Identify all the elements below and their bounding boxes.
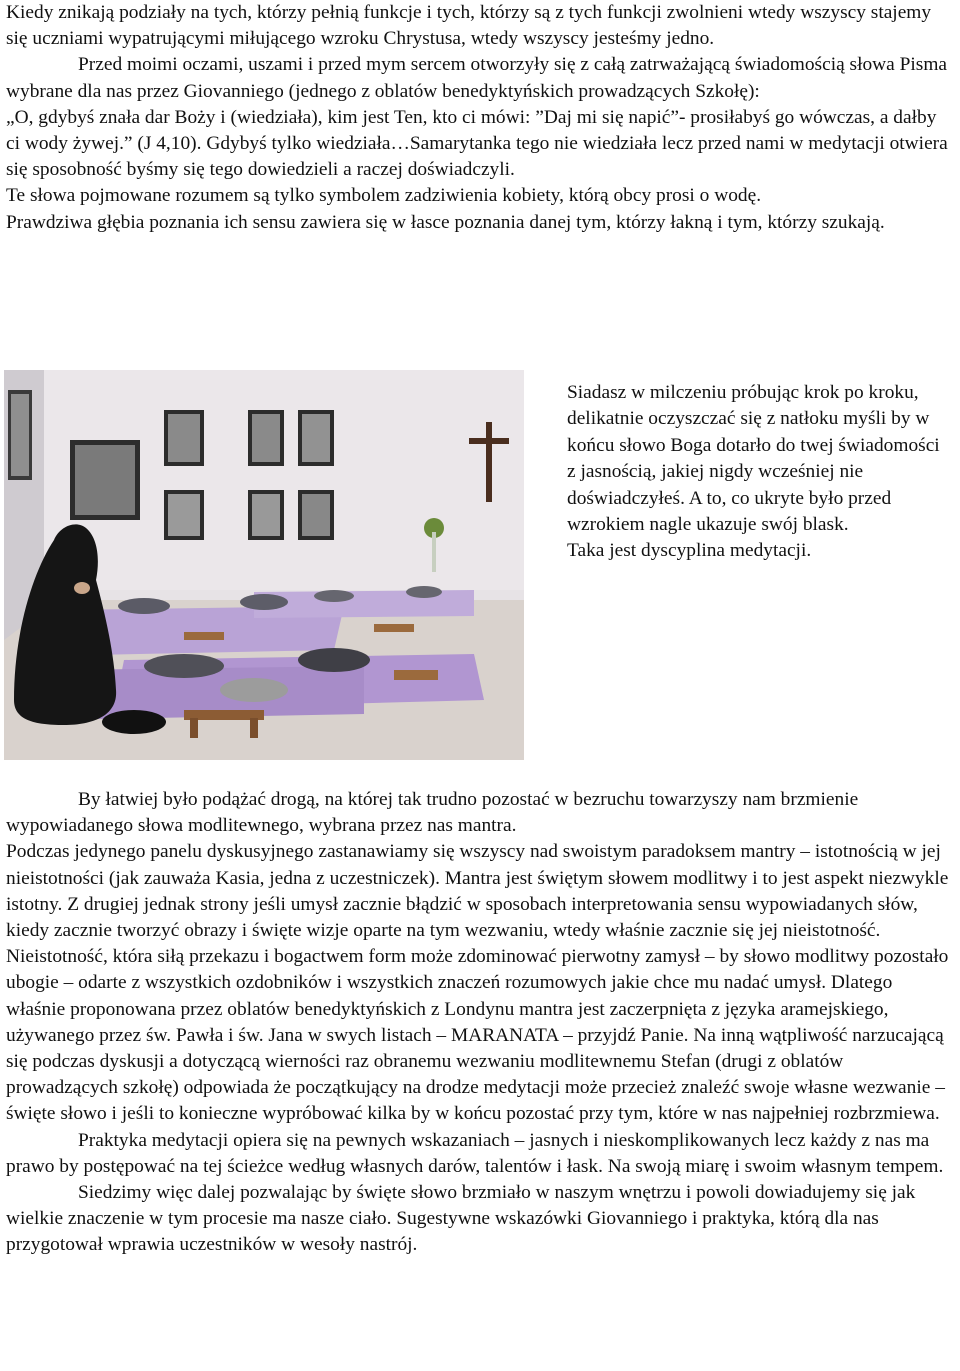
intro-sentence: Kiedy znikają podziały na tych, którzy pełnią funkcje i tych, którzy są z tych funkcji zwolnieni wtedy wszyscy stajemy się uczniami wypatrującymi miłującego wzroku Chrystusa, wtedy wszyscy jesteśmy jedno. [6,2,932,50]
practice-paragraph: Praktyka medytacji opiera się na pewnych wskazaniach – jasnych i nieskomplikowanych lecz każdy z nas ma prawo by postępować na tej ścieżce według własnych darów, talentów i łask. Na swoją miarę i swoim własnym tempem. [6,1129,944,1177]
side-text [567,380,952,565]
side-paragraph: Siadasz w milczeniu próbując krok po kroku, delikatnie oczyszczać się z natłoku myśli by w końcu słowo Boga dotarło do twej świadomości z jasnością, jakiej nigdy wcześniej nie doświadczyłeś. A to, co ukryte było przed wzrokiem nagle ukazuje swój blask. [567,382,940,536]
meditation-room-photo [4,370,524,760]
discussion-paragraph: Podczas jedynego panelu dyskusyjnego zastanawiamy się wszyscy nad swoistym paradoksem mantry – istotnością w jej nieistotności (jak zauważa Kasia, jedna z uczestniczek). Mantra jest świętym słowem modlitwy i to jest aspekt niezwykle istotny. Z drugiej jednak strony jeśli umysł zacznie błądzić w sposobach interpretowania sensu wypowiadanych słów, kiedy zacznie tworzyć obrazy i święte wizje oparte na tym wezwaniu, wtedy właśnie zacznie się jej nieistotność. Nieistotność, która siłą przekazu i bogactwem form może zdominować pierwotny zamysł – by słowo modlitwy pozostało ubogie – odarte z wszystkich ozdobników i wszystkich znaczeń rozumowych jakie chce mu nadać umysł. Dlatego właśnie proponowana przez oblatów benedyktyńskich z Londynu mantra jest zaczerpnięta z języka aramejskiego, używanego przez św. Pawła i św. Jana w swych listach – MARANATA – przyjdź Panie. Na inną wątpliwość narzucającą się podczas dyskusji a dotyczącą wierności raz obranemu wezwaniu modlitewnemu Stefan (drugi z oblatów prowadzących szkołę) odpowiada że początkujący na drodze medytacji może przecież znaleźć swoje własne wezwanie – święte słowo i jeśli to konieczne wypróbować kilka by w końcu pozostać przy tym, które w nas najpełniej rozbrzmiewa. [6,841,949,1125]
body-paragraph: Siedzimy więc dalej pozwalając by święte słowo brzmiało w naszym wnętrzu i powoli dowiadujemy się jak wielkie znaczenie w tym procesie ma nasze ciało. Sugestywne wskazówki Giovanniego i praktyka, którą dla nas przygotował wprawia uczestników w wesoły nastrój. [6,1182,916,1256]
scripture-intro: Przed moimi oczami, uszami i przed mym sercem otworzyły się z całą zatrważającą świadomością słowa Pisma wybrane dla nas przez Giovanniego (jednego z oblatów benedyktyńskich prowadzących Szkołę): [6,54,948,102]
body-text [6,787,951,1259]
intro-text [6,0,951,236]
symbol-sentence: Te słowa pojmowane rozumem są tylko symbolem zadziwienia kobiety, którą obcy prosi o wodę. [6,185,762,207]
depth-sentence: Prawdziwa głębia poznania ich sensu zawiera się w łasce poznania danej tym, którzy łakną i tym, którzy szukają. [6,211,885,233]
mantra-paragraph: By łatwiej było podążać drogą, na której tak trudno pozostać w bezruchu towarzyszy nam brzmienie wypowiadanego słowa modlitewnego, wybrana przez nas mantra. [6,789,859,837]
side-closing: Taka jest dyscyplina medytacji. [567,540,812,562]
meditation-room-image [4,370,524,760]
scripture-quote: „O, gdybyś znała dar Boży i (wiedziała), kim jest Ten, kto ci mówi: ”Daj mi się napić”- prosiłabyś go wówczas, a dałby ci wody żywej.” (J 4,10). Gdybyś tylko wiedziała…Samarytanka tego nie wiedziała lecz przed nami w medytacji otwiera się sposobność byśmy się tego dowiedzieli a raczej doświadczyli. [6,106,948,181]
